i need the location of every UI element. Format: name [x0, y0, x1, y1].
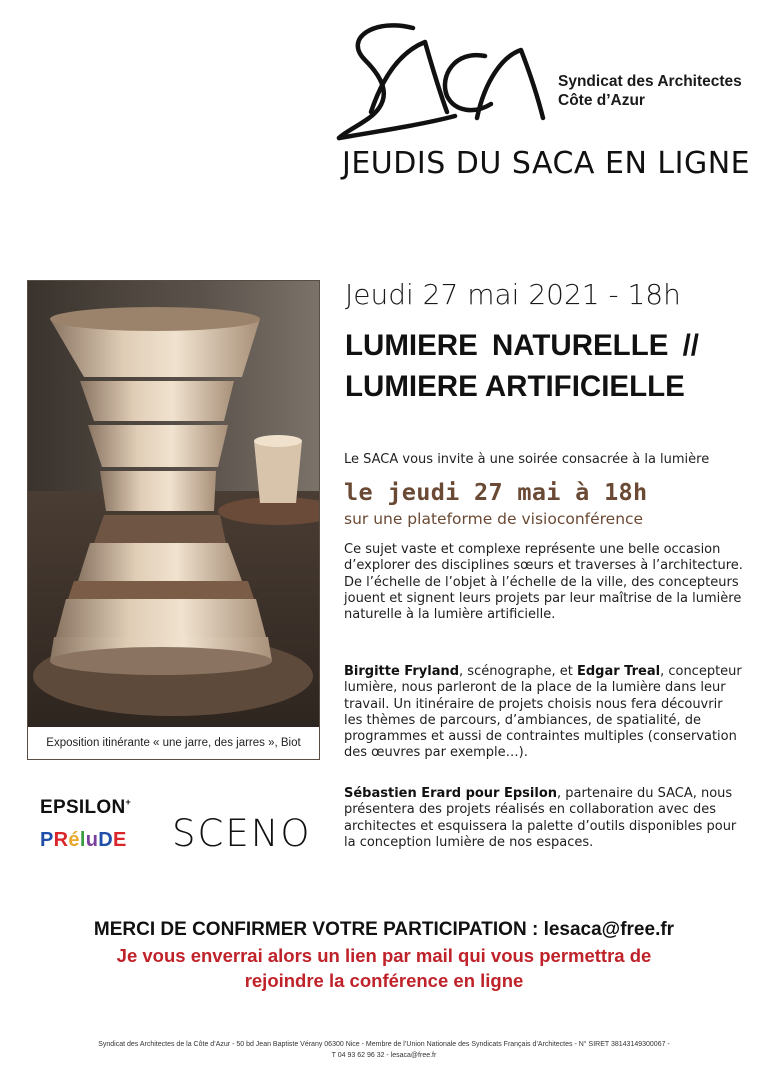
epsilon-logo [40, 797, 131, 819]
sceno-logo: SCENO [172, 812, 312, 855]
speaker-name-1: Birgitte Fryland [344, 664, 460, 679]
prelude-letter: D [98, 829, 113, 851]
org-name-line2: Côte d’Azur [558, 92, 645, 109]
speakers-text-1: , scénographe, et [459, 664, 577, 679]
platform-text: sur une plateforme de visioconférence [344, 510, 644, 528]
prelude-letter: l [79, 829, 86, 851]
link-note-line1: Je vous enverrai alors un lien par mail qui vous permettra de [116, 945, 652, 966]
event-title-line2: LUMIERE ARTIFICIELLE [345, 370, 685, 403]
prelude-letter: R [53, 829, 69, 851]
confirm-participation: MERCI DE CONFIRMER VOTRE PARTICIPATION : lesaca@free.fr [93, 919, 675, 940]
organization-name [558, 72, 742, 110]
partner-text: , partenaire du SACA, nous présentera des projets réalisés en collaboration avec des architectes et esquissera la palette d’outils disponibles pour la conception lumière de nos espaces. [344, 786, 737, 850]
link-note-line2: rejoindre la conférence en ligne [244, 970, 524, 991]
description-paragraph: Ce sujet vaste et complexe représente une belle occasion d’explorer des disciplines sœurs et traverses à l’architecture. De l’échelle de l’objet à l’échelle de la ville, des concepteurs jouent et signent leurs projets par leur maîtrise de la lumière naturelle à la lumière artificielle. [344, 542, 743, 623]
speakers-text-2: , concepteur lumière, nous parleront de la place de la lumière dans leur travail. Un itinéraire de projets choisis nous fera découvrir les thèmes de parcours, d’ambiances, de spatialité, de programmes et aussi de contraintes multiples (conservation des œuvres par exemple…). [344, 664, 742, 761]
footer-address-line1: Syndicat des Architectes de la Côte d’Azur - 50 bd Jean Baptiste Vérany 06300 Nice - Membre de l’Union Nationale des Syndicats Français d’Architectes - N° SIRET 38143149300067 - [98, 1041, 670, 1048]
highlight-date: le jeudi 27 mai à 18h [344, 478, 648, 506]
org-name-line1: Syndicat des Architectes [558, 73, 742, 90]
prelude-letter: E [112, 829, 127, 851]
photo-caption: Exposition itinérante « une jarre, des jarres », Biot [28, 727, 319, 759]
speakers-paragraph [344, 664, 744, 762]
saca-logo [335, 20, 550, 145]
exhibition-photo [27, 280, 320, 760]
footer-address-line2: T 04 93 62 96 32 - lesaca@free.fr [331, 1052, 437, 1059]
prelude-letter: P [40, 829, 54, 851]
epsilon-logo-text: EPSILON [40, 797, 126, 818]
partner-speaker-name: Sébastien Erard pour Epsilon [344, 786, 558, 801]
event-date: Jeudi 27 mai 2021 - 18h [345, 278, 681, 311]
prelude-letter: é [68, 829, 80, 851]
epsilon-plus-mark: + [125, 797, 132, 807]
prelude-logo [40, 829, 127, 852]
invite-text: Le SACA vous invite à une soirée consacrée à la lumière [344, 452, 710, 467]
prelude-letter: u [85, 829, 99, 851]
saca-logo-icon [335, 20, 550, 145]
partner-paragraph [344, 786, 744, 851]
event-title-line1: LUMIERE NATURELLE // [345, 329, 699, 362]
jar-sculpture-image [28, 281, 319, 759]
speaker-name-2: Edgar Treal [576, 664, 661, 679]
series-title: JEUDIS DU SACA EN LIGNE [342, 146, 751, 181]
